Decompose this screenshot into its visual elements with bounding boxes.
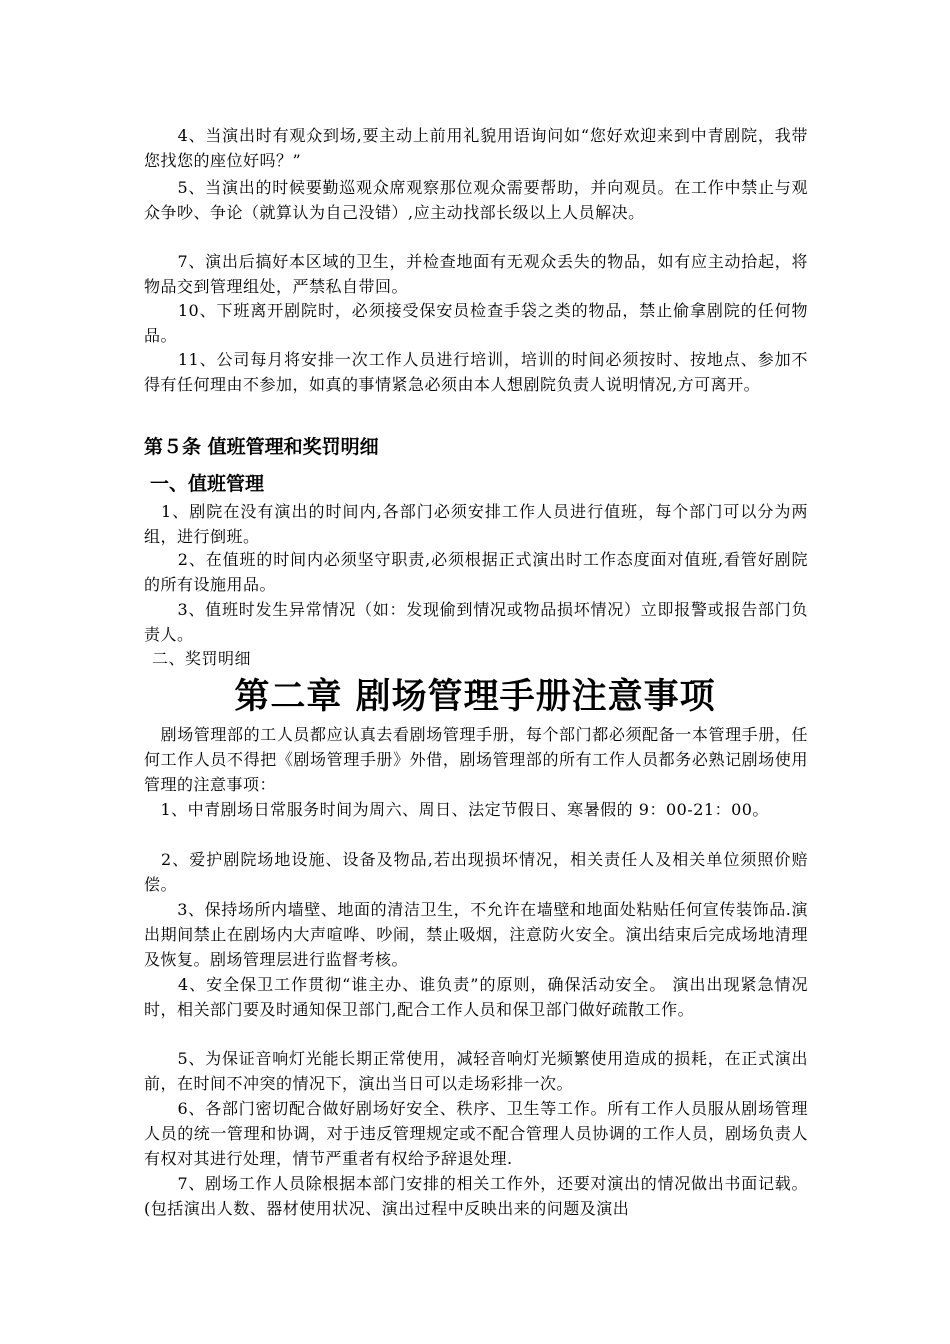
- rule-item-2: 2、爱护剧院场地设施、设备及物品,若出现损坏情况，相关责任人及相关单位须照价赔偿。: [144, 850, 808, 894]
- chapter-intro: 剧场管理部的工人员都应认真去看剧场管理手册，每个部门都必须配备一本管理手册，任何工作人员不得把《剧场管理手册》外借，剧场管理部的所有工作人员都务必熟记剧场使用管理的注意事项：: [144, 725, 808, 794]
- rule-item-1: 1、中青剧场日常服务时间为周六、周日、法定节假日、寒暑假的 9：00-21：00。: [144, 800, 769, 819]
- duty-item-3: 3、值班时发生异常情况（如：发现偷到情况或物品损坏情况）立即报警或报告部门负责人。: [144, 600, 808, 644]
- rule-item-6: 6、各部门密切配合做好剧场好安全、秩序、卫生等工作。所有工作人员服从剧场管理人员的统一管理和协调，对于违反管理规定或不配合管理人员协调的工作人员，剧场负责人有权对其进行处理，情节严重者有权给予辞退处理.: [144, 1099, 808, 1168]
- subsection-heading-duty: 一、值班管理: [150, 473, 265, 495]
- rule-item-7: 7、剧场工作人员除根据本部门安排的相关工作外，还要对演出的情况做出书面记载。(包括演出人数、器材使用状况、演出过程中反映出来的问题及演出: [144, 1174, 808, 1218]
- paragraph-rule-4: 4、当演出时有观众到场,要主动上前用礼貌用语询问如“您好欢迎来到中青剧院，我带您找您的座位好吗？”: [144, 126, 808, 170]
- paragraph-rule-10: 10、下班离开剧院时，必须接受保安员检查手袋之类的物品，禁止偷拿剧院的任何物品。: [144, 301, 808, 345]
- section-heading: 第５条 值班管理和奖罚明细: [144, 436, 379, 458]
- paragraph-rule-11: 11、公司每月将安排一次工作人员进行培训，培训的时间必须按时、按地点、参加不得有任何理由不参加，如真的事情紧急必须由本人想剧院负责人说明情况,方可离开。: [144, 350, 808, 394]
- duty-item-2: 2、在值班的时间内必须坚守职责,必须根据正式演出时工作态度面对值班,看管好剧院的所有设施用品。: [144, 550, 808, 594]
- paragraph-rule-7: 7、演出后搞好本区域的卫生，并检查地面有无观众丢失的物品，如有应主动拾起，将物品交到管理组处，严禁私自带回。: [144, 252, 808, 296]
- duty-item-1: 1、剧院在没有演出的时间内,各部门必须安排工作人员进行值班，每个部门可以分为两组，进行倒班。: [144, 502, 808, 546]
- chapter-title: 第二章 剧场管理手册注意事项: [234, 677, 716, 717]
- rule-item-4: 4、安全保卫工作贯彻“谁主办、谁负责”的原则，确保活动安全。 演出出现紧急情况时，相关部门要及时通知保卫部门,配合工作人员和保卫部门做好疏散工作。: [144, 975, 808, 1019]
- subsection-heading-rewards: 二、奖罚明细: [152, 649, 252, 668]
- paragraph-rule-5: 5、当演出的时候要勤巡观众席观察那位观众需要帮助，并向观员。在工作中禁止与观众争吵、争论（就算认为自己没错）,应主动找部长级以上人员解决。: [144, 178, 808, 222]
- rule-item-5: 5、为保证音响灯光能长期正常使用，减轻音响灯光频繁使用造成的损耗，在正式演出前，在时间不冲突的情况下，演出当日可以走场彩排一次。: [144, 1049, 808, 1093]
- rule-item-3: 3、保持场所内墙壁、地面的清洁卫生，不允许在墙壁和地面处粘贴任何宣传装饰品.演出期间禁止在剧场内大声喧哗、吵闹，禁止吸烟，注意防火安全。演出结束后完成场地清理及恢复。剧场管理层进行监督考核。: [144, 900, 808, 969]
